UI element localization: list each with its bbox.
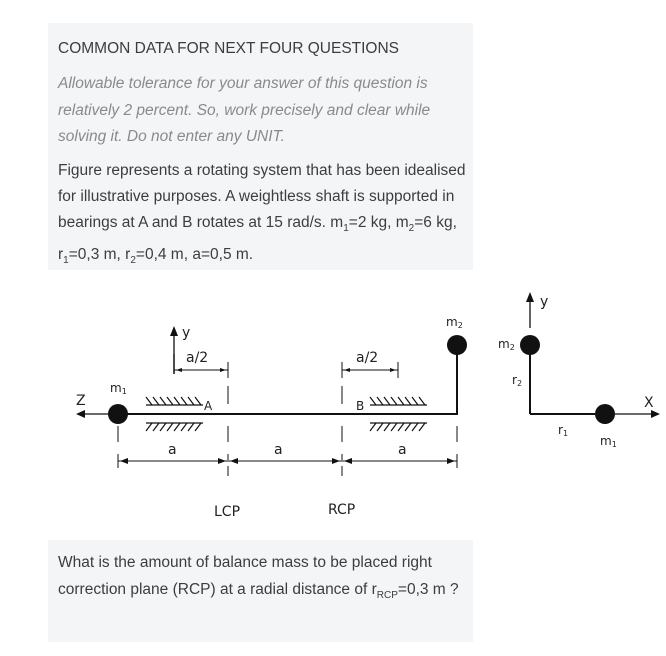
tolerance-note: Allowable tolerance for your answer of this question is relatively 2 percent. So, work precisely and clear while solving it. Do not enter any UNIT. <box>58 75 431 145</box>
m1-label: m1 <box>110 381 127 396</box>
mass-m2 <box>447 335 467 355</box>
statement-text: Figure represents a rotating system that has been idealised for illustrative purposes. A weightless shaft is supported in bearings at A and B rotates at 15 rad/s. <box>58 162 466 231</box>
a-half-right-label: a/2 <box>356 350 379 366</box>
end-m2-label: m2 <box>498 337 515 352</box>
end-view-diagram <box>490 282 666 452</box>
rcp-label: RCP <box>328 502 356 518</box>
mass-m1 <box>108 404 128 424</box>
end-r2-label: r2 <box>512 373 523 388</box>
question-card <box>48 540 473 642</box>
r-rcp-symbol: $r_{RCP}$ <box>371 580 398 601</box>
z-axis-label: Z <box>76 393 86 409</box>
problem-statement <box>58 158 468 274</box>
m2-label: m2 <box>446 315 463 330</box>
m2-given: $m_2=6$ kg, <box>395 214 457 235</box>
bearing-a-label: A <box>204 399 213 413</box>
a-dim-1-label: a <box>168 442 177 458</box>
end-x-arrowhead <box>651 410 660 418</box>
m1-given: $m_1=2$ kg, <box>330 214 392 235</box>
r2-given: $r_2=0,4$ m, <box>125 246 189 267</box>
shaft-diagram <box>58 270 474 540</box>
end-r1-label: r1 <box>558 423 569 438</box>
bearing-b-label: B <box>356 399 365 413</box>
end-x-label: X <box>644 395 654 411</box>
end-y-label: y <box>540 294 549 310</box>
question-text: What is the amount of balance mass to be placed right correction plane (RCP) at a radial distance of $r_{RCP}=0,3$ m ? <box>58 554 459 601</box>
problem-card <box>48 23 473 270</box>
lcp-label: LCP <box>214 504 241 520</box>
a-half-left-label: a/2 <box>186 350 209 366</box>
end-mass-m2 <box>520 335 540 355</box>
end-mass-m1 <box>595 404 615 424</box>
a-dim-2-label: a <box>274 442 283 458</box>
section-heading: COMMON DATA FOR NEXT FOUR QUESTIONS <box>58 40 400 57</box>
y-axis-label: y <box>182 325 191 341</box>
a-given: a=0,5 m. <box>192 246 254 264</box>
a-dim-3-label: a <box>398 442 407 458</box>
z-axis-arrowhead <box>76 410 85 418</box>
end-m1-label: m1 <box>600 434 617 449</box>
r1-given: $r_1=0,3$ m, <box>58 246 121 267</box>
